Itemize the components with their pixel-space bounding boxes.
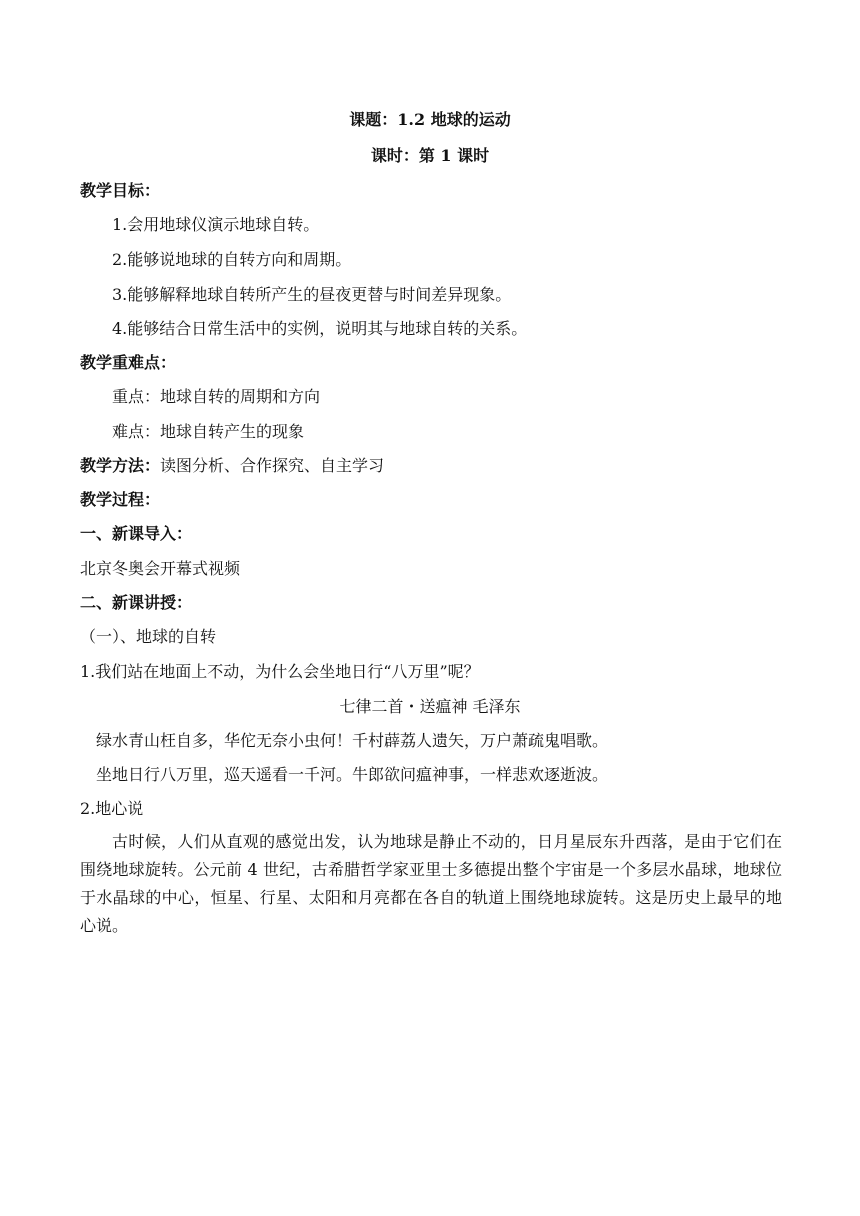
key-point: 重点：地球自转的周期和方向	[112, 387, 321, 406]
question-1: 1.我们站在地面上不动，为什么会坐地日行“八万里”呢？	[80, 662, 480, 681]
subsection-heading: （一）、地球的自转	[80, 627, 217, 646]
objective-item: 3.能够解释地球自转所产生的昼夜更替与时间差异现象。	[112, 285, 512, 304]
objectives-heading: 教学目标：	[80, 181, 161, 200]
section-1-heading: 一、新课导入：	[80, 524, 193, 543]
teaching-methods	[80, 456, 384, 476]
methods-label: 教学方法：	[80, 456, 161, 475]
document-title: 课题：1.2 地球的运动	[349, 110, 511, 129]
objective-item: 1.会用地球仪演示地球自转。	[112, 215, 320, 234]
section-1-text: 北京冬奥会开幕式视频	[80, 559, 241, 578]
section-2-heading: 二、新课讲授：	[80, 593, 193, 612]
poem-title: 七律二首・送瘟神 毛泽东	[339, 697, 521, 716]
poem-line: 绿水青山枉自多，华佗无奈小虫何！千村薜荔人遗矢，万户萧疏鬼唱歌。	[96, 731, 609, 750]
methods-text: 读图分析、合作探究、自主学习	[160, 456, 385, 475]
poem-line: 坐地日行八万里，巡天遥看一千河。牛郎欲问瘟神事，一样悲欢逐逝波。	[96, 765, 609, 784]
difficult-point: 难点：地球自转产生的现象	[112, 422, 305, 441]
lesson-period: 课时：第 1 课时	[370, 146, 490, 165]
key-points-heading: 教学重难点：	[80, 353, 177, 372]
geocentric-paragraph: 古时候，人们从直观的感觉出发，认为地球是静止不动的，日月星辰东升西落，是由于它们在围绕地球旋转。公元前 4 世纪，古希腊哲学家亚里士多德提出整个宇宙是一个多层水晶球，地球位于水晶球的中心，恒星、行星、太阳和月亮都在各自的轨道上围绕地球旋转。这是历史上最早的地心说。	[80, 832, 782, 935]
process-heading: 教学过程：	[80, 490, 161, 509]
objective-item: 4.能够结合日常生活中的实例，说明其与地球自转的关系。	[112, 319, 528, 338]
item-2-heading: 2.地心说	[80, 799, 144, 818]
objective-item: 2.能够说地球的自转方向和周期。	[112, 250, 352, 269]
